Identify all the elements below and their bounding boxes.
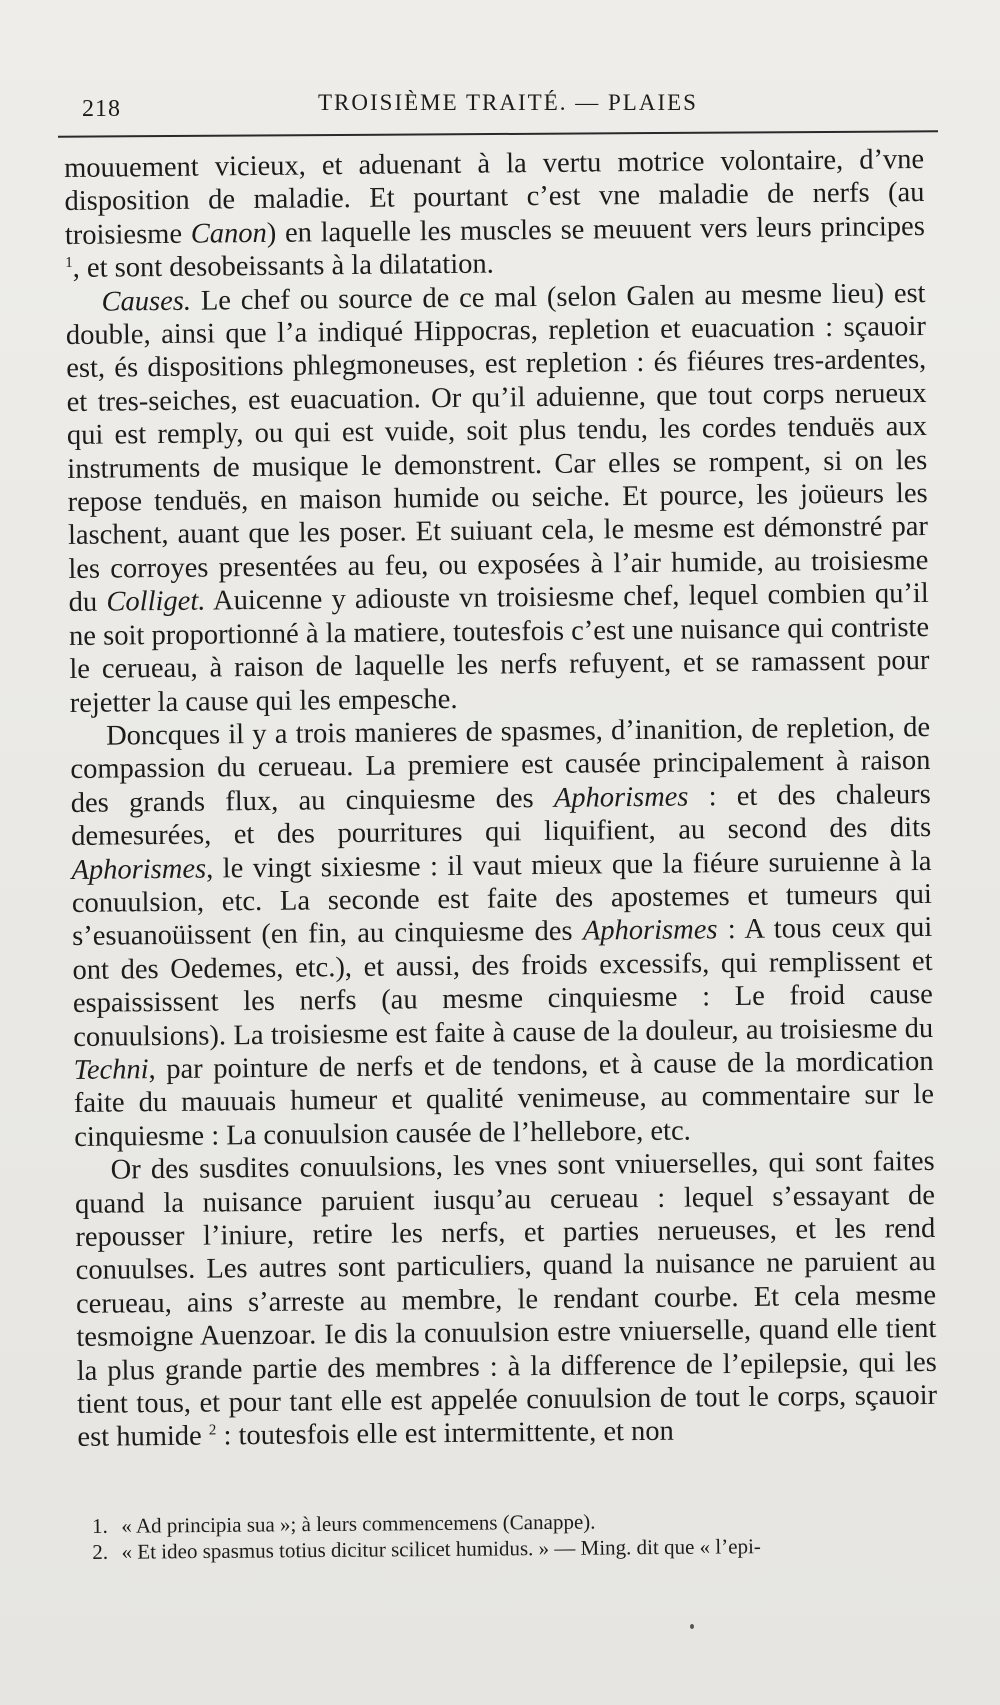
text-run: Auicenne y adiouste vn troisiesme chef, lequel combien qu’il ne soit proportionné à la matiere, toutesfois c’est une nuisance qui contriste le cerueau, à raison de laquelle les nerfs refuyent, et se ramassent pour rejetter la cause qui les empesche. <box>68 578 930 719</box>
footnote-text: « Et ideo spasmus totius dicitur scilicet humidus. » — Ming. dit que « l’epi- <box>121 1534 761 1564</box>
text-run: : et des chaleurs demesurées, et des pourritures qui liquifient, au second des dits <box>71 778 932 853</box>
footnote-number: 2. <box>92 1539 109 1564</box>
text-run: , le vingt sixiesme : il vaut mieux que la fiéure suruienne à la conuulsion, etc. La seconde est faite des apostemes et tumeurs qui s’esuanoüissent (en fin, au cinquiesme des <box>71 845 932 953</box>
footnotes <box>92 1506 942 1565</box>
text-run: ) en laquelle les muscles se meuuent vers leurs principes <box>266 210 925 249</box>
page-header <box>78 84 918 124</box>
italic-title: Techni <box>73 1054 149 1086</box>
paragraph-2 <box>65 277 930 720</box>
paragraph-1 <box>64 143 925 286</box>
paragraph-4 <box>74 1145 937 1455</box>
section-heading: Causes. <box>101 285 192 318</box>
italic-title: Aphorismes <box>71 853 207 886</box>
text-run: Or des susdites conuulsions, les vnes sont vniuerselles, qui sont faites quand la nuisance paruient iusqu’au cerueau : lequel s’essayant de repousser l’iniure, retire les nerfs, et parties nerueuses, et les rend conuulses. Les autres sont particuliers, quand la nuisance ne paruient au cerueau, ains s’arreste au membre, le rendant courbe. Et cela mesme tesmoigne Auenzoar. Ie dis la conuulsion estre vniuerselle, quand elle tient la plus grande partie des membres : à la difference de l’epilepsie, qui les tient tous, et pour tant elle est appelée conuulsion de tout le corps, sçauoir est humide <box>74 1146 938 1454</box>
italic-title: Aphorismes <box>582 914 718 947</box>
footnote-number: 1. <box>92 1513 108 1538</box>
text-run: Doncques il y a trois manieres de spasmes, d’inanition, de repletion, de compassion du cerueau. La premiere est causée principalement à raison des grands flux, au cinquiesme des <box>70 711 931 819</box>
paragraph-3 <box>70 711 935 1154</box>
text-run: : toutesfois elle est intermittente, et non <box>216 1416 674 1452</box>
text-run: , et sont desobeissants à la dilatation. <box>72 248 494 285</box>
footnote-ref: 1 <box>65 255 73 272</box>
italic-title: Aphorismes <box>553 781 689 814</box>
text-run: : A tous ceux qui ont des Oedemes, etc.), et aussi, des froids excessifs, qui remplissent et espaississent les nerfs (au mesme cinquiesme : Le froid cause conuulsions). La troisiesme est faite à cause de la douleur, au troisiesme du <box>72 912 934 1053</box>
body-text <box>64 143 938 1455</box>
footnote-text: « Ad principia sua »; à leurs commencemens (Canappe). <box>121 1509 596 1538</box>
header-rule <box>58 130 938 137</box>
italic-title: Canon <box>190 217 267 250</box>
footnote-ref: 2 <box>208 1422 217 1439</box>
running-title: TROISIÈME TRAITÉ. — PLAIES <box>318 90 698 115</box>
text-run: , par pointure de nerfs et de tendons, et à cause de la mordication faite du mauuais humeur et qualité venimeuse, au commentaire sur le cinquiesme : La conuulsion causée de l’hellebore, etc. <box>73 1045 935 1153</box>
italic-title: Colliget. <box>106 585 206 618</box>
text-run: mouuement vicieux, et aduenant à la vertu motrice volontaire, d’vne disposition de maladie. Et pourtant c’est vne maladie de nerfs (au troisiesme <box>64 143 925 251</box>
page-number: 218 <box>82 96 121 122</box>
ink-speck <box>690 1624 694 1629</box>
text-run: Le chef ou source de ce mal (selon Galen au mesme lieu) est double, ainsi que l’a indiqué Hippocras, repletion et euacuation : sçauoir est, és dispositions phlegmoneuses, est repletion : és fiéures tres-ardentes, et tres-seiches, est euacuation. Or qu’il aduienne, que tout corps nerueux qui est remply, ou qui est vuide, soit plus tendu, les cordes tenduës aux instruments de musique le demonstrent. Car elles se rompent, si on les repose tenduës, en maison humide ou seiche. Et pource, les joüeurs les laschent, auant que les poser. Et suiuant cela, le mesme est démonstré par les corroyes presentées au feu, ou exposées à l’air humide, au troisiesme du <box>65 277 929 619</box>
